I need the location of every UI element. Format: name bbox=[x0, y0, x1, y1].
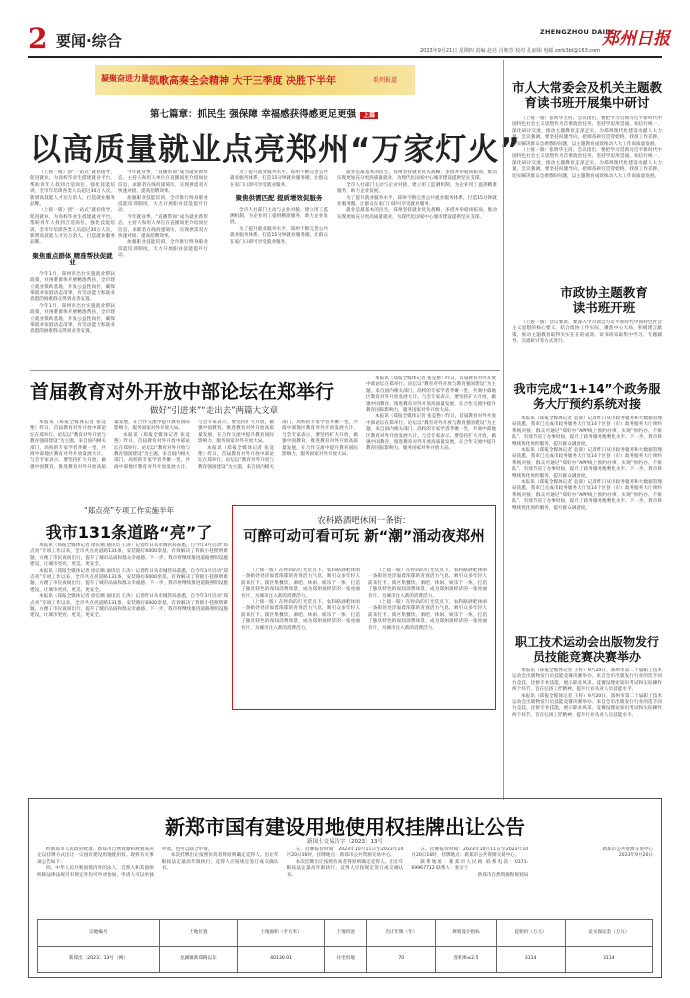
skills-para-1: 本报讯（郑报全媒体记者 王梓）9月20日，郑州市第二十届职工技术运动会出版物发行员技能竞赛决赛举办。来自全市出版发行行业的选手同台竞技，比拼专业技能，展示职业风采。竞赛设理论知识考试和实际操作两个环节，旨在弘扬工匠精神，提升行业从业人员技能水平。 bbox=[512, 668, 662, 693]
main-para-3: 今年就业季，“直播带岗”成为就业新形态，主持人和用人单位在直播间里介绍岗位信息，求职者在线投递简历，实现供需双方快速对接，提高招聘效率。 bbox=[118, 170, 208, 195]
nightlife-para-4: （上接一版）在时尚的灯光装点下，农科路酒吧休闲一条街处处洋溢着浓郁的青春活力气息，吸引众多年轻人前来打卡。街区集餐饮、酒吧、休闲、娱乐于一体，打造了独具特色的夜间消费场景，成为郑州夜经济的一张亮丽名片，为城市注入新的消费活力。 bbox=[368, 600, 487, 631]
banner-title: 凯歌高奏全会精神 大干三季度 决胜下半年 bbox=[149, 76, 336, 87]
nightlife-box bbox=[232, 505, 496, 710]
main-para-4b: 加强职业技能培训，全市推行终身职业技能培训制度，大力开展职业技能提升行动。 bbox=[118, 240, 208, 259]
npc-body bbox=[512, 116, 662, 276]
main-col-1 bbox=[30, 170, 115, 365]
service-body bbox=[512, 416, 662, 626]
service-para-2: 本报讯（郑报全媒体记者 袁睿）记者昨日从市政务服务和大数据管理局获悉，我市已完成市政务服务大厅及14个区县（市）政务服务大厅预约系统对接，群众可通过“郑好办”APP线上预约办事，实现“预约办、不排队”，有效节省了办事时间，提升了政务服务便利化水平。下一步，我市将继续优化预约服务，提升群众满意度。 bbox=[512, 448, 662, 479]
skills-body bbox=[512, 668, 662, 796]
th-start-price: 起始价（万元） bbox=[496, 920, 565, 947]
land-table bbox=[37, 919, 653, 973]
divider-vertical-right bbox=[503, 60, 504, 800]
land-para-2: 四、中华人民共和国境内外的法人、自然人和其他组织除法律法规另有规定外均可申请参加，申请人可以单独申请，也可以联合申请。 bbox=[37, 847, 213, 878]
nightlife-kicker: 农科路酒吧休闲一条街： bbox=[317, 516, 411, 526]
land-sign-date: 2023年9月20日 bbox=[618, 853, 653, 859]
land-doc-number: 新国土交易告字〔2023〕13号 bbox=[307, 839, 383, 845]
forum-para-3: 本报讯（郑报全媒体记者 张竞艳）昨日，首届教育对外开放中部论坛在郑举行。论坛以“教育对外开放与教育强国建设”为主题，来自国内相关部门、高校的专家学者齐聚一堂，共商中部地区教育对外开放发展大计。与会专家表示，要坚持扩大开放，做强中国教育，推进教育对外开放高质量发展，在合作交流中提升教育国际影响力，服务国家对外开放大局。 bbox=[198, 420, 358, 470]
theme-banner bbox=[95, 65, 415, 95]
cppcc-para: （上接一版）会议要求，要深入学习领会习近平新时代中国特色社会主义思想的核心要义，结合政协工作实际，聚焦中心大局，积极建言献策，推动主题教育取得实实在在的成效。读书班采取集中学习、专题辅导、交流研讨等方式进行。 bbox=[512, 320, 662, 345]
land-para-1: 经新郑市人民政府批准，新郑市自然资源和规划局决定以挂牌方式出让一宗国有建设用地使用权。现将有关事项公告如下： bbox=[37, 847, 154, 865]
main-kicker bbox=[150, 106, 378, 120]
td-term: 70 bbox=[367, 946, 436, 973]
th-location: 土地位置 bbox=[159, 920, 237, 947]
nightlife-para-3: （上接一版）在时尚的灯光装点下，农科路酒吧休闲一条街处处洋溢着浓郁的青春活力气息，吸引众多年轻人前来打卡。街区集餐饮、酒吧、休闲、娱乐于一体，打造了独具特色的夜间消费场景，成为郑州夜经济的一张亮丽名片，为城市注入新的消费活力。 bbox=[368, 568, 487, 599]
main-para-6: 全市人社部门主动与企业对接，建立用工监测机制，为企业用工提供精准服务，助力企业发展。 bbox=[230, 207, 328, 226]
nightlife-body bbox=[241, 568, 487, 706]
main-kicker-text: 第七篇章：抓民生 强保障 幸福感获得感更足更强 bbox=[150, 109, 357, 120]
banner-series: 系列报道 bbox=[373, 77, 398, 84]
land-para-4: 五、挂牌报价时间：2023年10月11日至2023年10月20日16时，挂牌地点：新郑市公共资源交易中心。 bbox=[286, 847, 404, 859]
forum-para-2: 本报讯（郑报全媒体记者 张竞艳）昨日，首届教育对外开放中部论坛在郑举行。论坛以“教育对外开放与教育强国建设”为主题，来自国内相关部门、高校的专家学者齐聚一堂，共商中部地区教育对外开放发展大计。与会专家表示，要坚持扩大开放，做强中国教育，推进教育对外开放高质量发展，在合作交流中提升教育国际影响力，服务国家对外开放大局。 bbox=[114, 420, 274, 470]
cppcc-body bbox=[512, 320, 662, 375]
land-body bbox=[37, 847, 653, 915]
divider-horizontal-1 bbox=[30, 370, 500, 371]
skills-headline: 职工技术运动会出版物发行员技能竞赛决赛举办 bbox=[514, 635, 659, 664]
lane-para-2: 本报讯（郑报全媒体记者 徐长顺 通讯员 王涛）记者昨日从市城管局获悉，自今年3月启动“郑点亮”专项工作以来，全市共点亮道路131条，安装路灯6000余基，有效解决了背街小巷照明难题，方便了市民夜间出行，提升了城市品质和群众幸福感。下一步，我市将继续推进道路照明设施建设，让城市更亮、更美、更安全。 bbox=[30, 568, 228, 593]
lane-para-1: 本报讯（郑报全媒体记者 徐长顺 通讯员 王涛）记者昨日从市城管局获悉，自今年3月启动“郑点亮”专项工作以来，全市共点亮道路131条，安装路灯6000余基，有效解决了背街小巷照明难题，方便了市民夜间出行，提升了城市品质和群众幸福感。下一步，我市将继续推进道路照明设施建设，让城市更亮、更美、更安全。 bbox=[30, 543, 228, 568]
main-para-2: 今年1月，郑州市出台实施就业帮扶政策，对困难群体开展精准帮扶，全市建立就业援助基地，开发公益性岗位，确保零就业家庭动态清零，有劳动能力和就业意愿的困难群众得到妥善安置。 bbox=[30, 271, 115, 303]
forum-para-1: 本报讯（郑报全媒体记者 张竞艳）昨日，首届教育对外开放中部论坛在郑举行。论坛以“教育对外开放与教育强国建设”为主题，来自国内相关部门、高校的专家学者齐聚一堂，共商中部地区教育对外开放发展大计。与会专家表示，要坚持扩大开放，做强中国教育，推进教育对外开放高质量发展，在合作交流中提升教育国际影响力，服务国家对外开放大局。 bbox=[30, 420, 190, 470]
main-col-4 bbox=[337, 170, 497, 365]
forum-body bbox=[30, 420, 358, 498]
table-row bbox=[38, 946, 653, 973]
land-table-header bbox=[38, 920, 653, 947]
paper-name-en: ZHENGZHOU DAILY bbox=[540, 28, 614, 36]
th-use: 土地用途 bbox=[325, 920, 367, 947]
main-subhead-1: 聚焦重点群体 精准帮扶促就业 bbox=[32, 251, 113, 267]
nightlife-para-1: （上接一版）在时尚的灯光装点下，农科路酒吧休闲一条街处处洋溢着浓郁的青春活力气息，吸引众多年轻人前来打卡。街区集餐饮、酒吧、休闲、娱乐于一体，打造了独具特色的夜间消费场景，成为郑州夜经济的一张亮丽名片，为城市注入新的消费活力。 bbox=[241, 568, 360, 599]
td-planning: 容积率≤2.5 bbox=[436, 946, 496, 973]
paper-logo: 郑州日报 bbox=[602, 29, 670, 49]
main-para-5c: 为了提升就业服务水平，郑州不断完善公共就业服务体系，打造15分钟就业服务圈，让群众在家门口即可享受就业服务。 bbox=[337, 195, 497, 208]
main-para-5: 为了提升就业服务水平，郑州不断完善公共就业服务体系，打造15分钟就业服务圈，让群众在家门口即可享受就业服务。 bbox=[230, 170, 328, 188]
td-deposit: 3114 bbox=[565, 946, 652, 973]
service-headline: 我市完成“1+14”个政务服务大厅预约系统对接 bbox=[513, 382, 661, 411]
date-line: 2023年9月21日 星期四 责编 赵亮 肖朝芳 校对 孔丽娟 电邮 zzrb3bl@163.com bbox=[420, 48, 601, 54]
main-para-4: 加强职业技能培训，全市推行终身职业技能培训制度，大力开展职业技能提升行动。 bbox=[118, 195, 208, 214]
main-col-3 bbox=[230, 170, 328, 365]
npc-para-2: （上接一版）张明华主持。会议指出，要把学习贯彻习近平新时代中国特色社会主义思想作为首要政治任务，坚持学思用贯通、知信行统一，深化研讨交流，推动主题教育走深走实，为郑州现代化建设贡献人大力量。会议强调，要坚持问题导向，把调查研究贯穿始终，找准工作差距，切实解决群众急难愁盼问题，以主题教育成效推动人大工作高质量发展。 bbox=[512, 148, 662, 179]
lane-body bbox=[30, 543, 228, 708]
land-signer-1: 新郑市自然资源和规划局 bbox=[477, 872, 529, 878]
skills-para-2: 本报讯（郑报全媒体记者 王梓）9月20日，郑州市第二十届职工技术运动会出版物发行员技能竞赛决赛举办。来自全市出版发行行业的选手同台竞技，比拼专业技能，展示职业风采。竞赛设理论知识考试和实际操作两个环节，旨在弘扬工匠精神，提升行业从业人员技能水平。 bbox=[512, 693, 662, 718]
forum-headline: 首届教育对外开放中部论坛在郑举行 bbox=[30, 381, 335, 403]
td-parcel: 新郑出〔2023〕13号（网） bbox=[38, 946, 160, 973]
land-para-3: 本次挂牌出让按照价高者得原则确定竞得人。出让年限按法定最高年限执行，竞得人应按规定签订成交确认书。 bbox=[161, 853, 279, 872]
main-subhead-2: 聚焦供需匹配 提质增效促服务 bbox=[235, 194, 323, 203]
main-para-6b: 全市人社部门主动与企业对接，建立用工监测机制，为企业用工提供精准服务，助力企业发展。 bbox=[337, 182, 497, 195]
land-para-4b: 五、挂牌报价时间：2023年10月11日至2023年10月20日16时，挂牌地点：新郑市公共资源交易中心。 bbox=[411, 847, 529, 859]
npc-headline: 市人大常委会及机关主题教育读书班开展集中研讨 bbox=[512, 80, 663, 110]
main-kicker-tag: 上篇 bbox=[360, 112, 378, 119]
main-para-7b: 就业是最基本的民生。郑州坚持就业优先战略，多措并举稳岗拓岗，推动实现更加充分更高质量就业，为现代化国家中心城市建设提供坚实支撑。 bbox=[337, 208, 497, 220]
service-para-3: 本报讯（郑报全媒体记者 袁睿）记者昨日从市政务服务和大数据管理局获悉，我市已完成市政务服务大厅及14个区县（市）政务服务大厅预约系统对接，群众可通过“郑好办”APP线上预约办事，实现“预约办、不排队”，有效节省了办事时间，提升了政务服务便利化水平。下一步，我市将继续优化预约服务，提升群众满意度。 bbox=[512, 480, 662, 511]
nightlife-para-2: （上接一版）在时尚的灯光装点下，农科路酒吧休闲一条街处处洋溢着浓郁的青春活力气息，吸引众多年轻人前来打卡。街区集餐饮、酒吧、休闲、娱乐于一体，打造了独具特色的夜间消费场景，成为郑州夜经济的一张亮丽名片，为城市注入新的消费活力。 bbox=[241, 600, 360, 631]
td-location: 龙湖镇新郑路以东 bbox=[159, 946, 237, 973]
th-parcel: 宗地编号 bbox=[38, 920, 160, 947]
th-deposit: 竞买保证金（万元） bbox=[565, 920, 652, 947]
land-signer-2: 新郑市公共资源交易中心 bbox=[602, 847, 653, 852]
forum-para-4: 本报讯（郑报全媒体记者 张竞艳）昨日，首届教育对外开放中部论坛在郑举行。论坛以“教育对外开放与教育强国建设”为主题，来自国内相关部门、高校的专家学者齐聚一堂，共商中部地区教育对外开放发展大计。与会专家表示，要坚持扩大开放，做强中国教育，推进教育对外开放高质量发展，在合作交流中提升教育国际影响力，服务国家对外开放大局。 bbox=[366, 376, 496, 414]
th-area: 土地面积（平方米） bbox=[237, 920, 324, 947]
forum-subhead: 做好“引进来”“走出去”两篇大文章 bbox=[150, 406, 279, 416]
land-notice-frame bbox=[28, 798, 662, 978]
forum-para-5: 本报讯（郑报全媒体记者 张竞艳）昨日，首届教育对外开放中部论坛在郑举行。论坛以“教育对外开放与教育强国建设”为主题，来自国内相关部门、高校的专家学者齐聚一堂，共商中部地区教育对外开放发展大计。与会专家表示，要坚持扩大开放，做强中国教育，推进教育对外开放高质量发展，在合作交流中提升教育国际影响力，服务国家对外开放大局。 bbox=[366, 414, 496, 452]
lane-headline: 我市131条道路“亮”了 bbox=[45, 523, 213, 542]
banner-left: 凝聚奋进力量 bbox=[101, 73, 149, 83]
land-headline: 新郑市国有建设用地使用权挂牌出让公告 bbox=[165, 815, 525, 839]
main-para-7: 就业是最基本的民生。郑州坚持就业优先战略，多措并举稳岗拓岗，推动实现更加充分更高质量就业，为现代化国家中心城市建设提供坚实支撑。 bbox=[337, 170, 497, 182]
main-para-2b: 今年1月，郑州市出台实施就业帮扶政策，对困难群体开展精准帮扶，全市建立就业援助基地，开发公益性岗位，确保零就业家庭动态清零，有劳动能力和就业意愿的困难群众得到妥善安置。 bbox=[30, 303, 115, 335]
main-para-5b: 为了提升就业服务水平，郑州不断完善公共就业服务体系，打造15分钟就业服务圈，让群众在家门口即可享受就业服务。 bbox=[230, 226, 328, 245]
nightlife-headline: 可醉可动可看可玩 新“潮”涌动夜郑州 bbox=[243, 529, 485, 545]
main-para-1b: （上接一版）创“一站式”就业指导，促进就业，为高校毕业生搭建就业平台，帮助青年人找到合适岗位。强化技能培训，全市年培训各类人员超过30万人次，新增高技能人才达万余人，打造就业服务品牌。 bbox=[30, 208, 115, 246]
lane-kicker: “郑点亮”专项工作实施半年 bbox=[83, 506, 175, 515]
cppcc-headline: 市政协主题教育读书班开班 bbox=[560, 285, 648, 315]
lane-para-3: 本报讯（郑报全媒体记者 徐长顺 通讯员 王涛）记者昨日从市城管局获悉，自今年3月启动“郑点亮”专项工作以来，全市共点亮道路131条，安装路灯6000余基，有效解决了背街小巷照明难题，方便了市民夜间出行，提升了城市品质和群众幸福感。下一步，我市将继续推进道路照明设施建设，让城市更亮、更美、更安全。 bbox=[30, 594, 228, 619]
page-number: 2 bbox=[28, 22, 48, 55]
masthead bbox=[0, 0, 690, 56]
land-contact: 联系地址：新郑市人民路 联系电话：0371-69967712 联系人：张女士 bbox=[411, 859, 529, 872]
td-use: 住宅用地 bbox=[325, 946, 367, 973]
td-area: 40130.01 bbox=[237, 946, 324, 973]
main-para-3b: 今年就业季，“直播带岗”成为就业新形态，主持人和用人单位在直播间里介绍岗位信息，求职者在线投递简历，实现供需双方快速对接，提高招聘效率。 bbox=[118, 214, 208, 240]
main-para-1: （上接一版）创“一站式”就业指导，促进就业，为高校毕业生搭建就业平台，帮助青年人找到合适岗位。强化技能培训，全市年培训各类人员超过30万人次，新增高技能人才达万余人，打造就业服务品牌。 bbox=[30, 170, 115, 208]
masthead-rule bbox=[28, 56, 662, 58]
th-term: 出让年限（年） bbox=[367, 920, 436, 947]
section-title: 要闻·综合 bbox=[56, 32, 122, 50]
th-planning: 规划设计指标 bbox=[436, 920, 496, 947]
main-col-2 bbox=[118, 170, 208, 365]
main-headline: 以高质量就业点亮郑州“万家灯火” bbox=[30, 132, 521, 168]
forum-body-right bbox=[366, 376, 496, 508]
td-start-price: 3114 bbox=[496, 946, 565, 973]
land-para-3b: 本次挂牌出让按照价高者得原则确定竞得人。出让年限按法定最高年限执行，竞得人应按规定签订成交确认书。 bbox=[286, 859, 404, 878]
npc-para-1: （上接一版）张明华主持。会议指出，要把学习贯彻习近平新时代中国特色社会主义思想作为首要政治任务，坚持学思用贯通、知信行统一，深化研讨交流，推动主题教育走深走实，为郑州现代化建设贡献人大力量。会议强调，要坚持问题导向，把调查研究贯穿始终，找准工作差距，切实解决群众急难愁盼问题，以主题教育成效推动人大工作高质量发展。 bbox=[512, 116, 662, 147]
service-para-1: 本报讯（郑报全媒体记者 袁睿）记者昨日从市政务服务和大数据管理局获悉，我市已完成市政务服务大厅及14个区县（市）政务服务大厅预约系统对接，群众可通过“郑好办”APP线上预约办事，实现“预约办、不排队”，有效节省了办事时间，提升了政务服务便利化水平。下一步，我市将继续优化预约服务，提升群众满意度。 bbox=[512, 416, 662, 447]
